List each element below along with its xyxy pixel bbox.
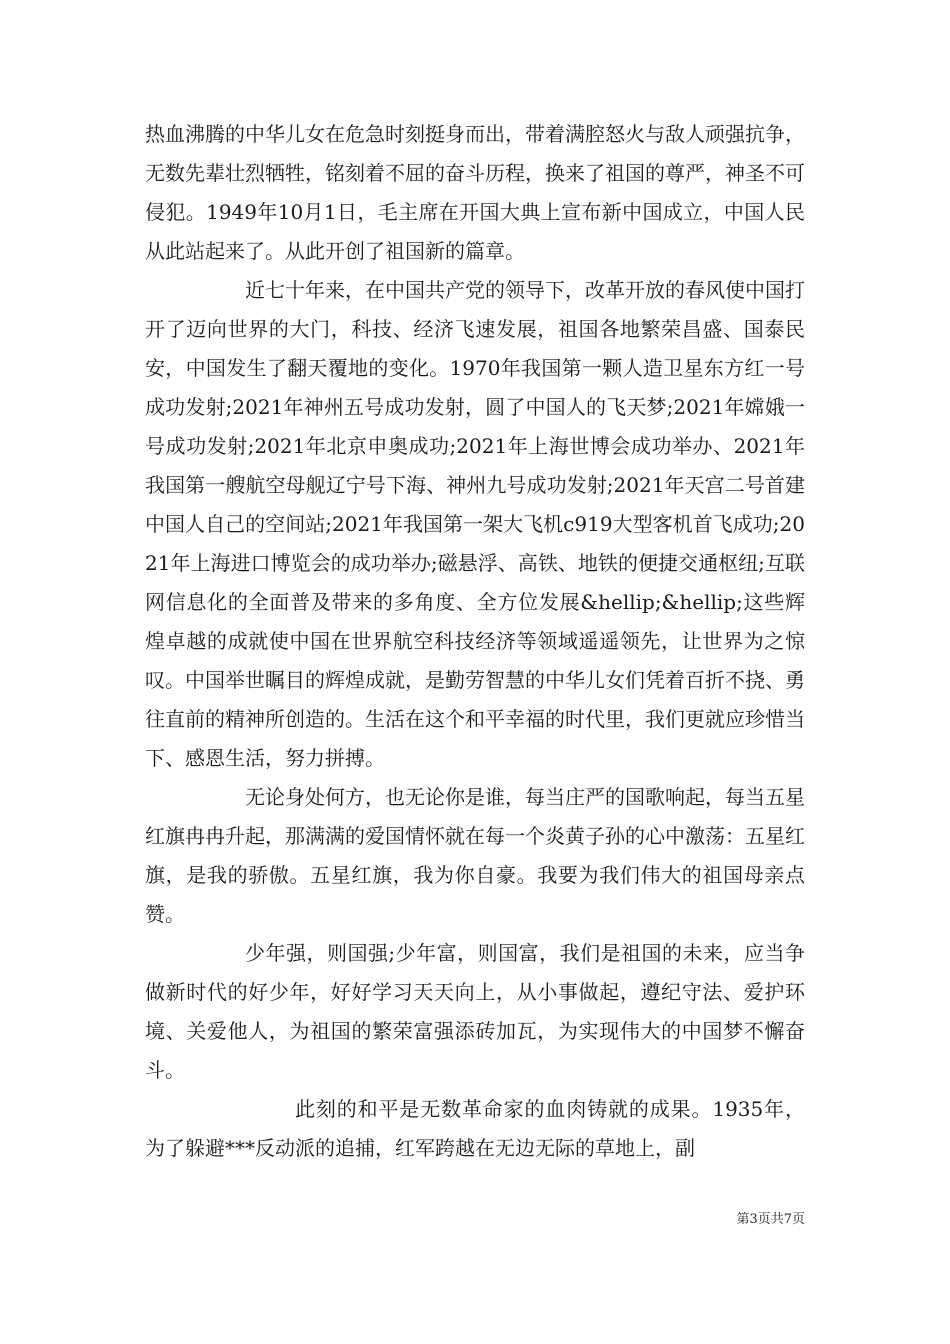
paragraph-1: 热血沸腾的中华儿女在危急时刻挺身而出，带着满腔怒火与敌人顽强抗争，无数先辈壮烈牺牲，铭刻着不屈的奋斗历程，换来了祖国的尊严，神圣不可侵犯。1949年10月1日，毛主席在开国大典上宣布新中国成立，中国人民从此站起来了。从此开创了祖国新的篇章。 — [145, 122, 805, 263]
paragraph-4: 少年强，则国强;少年富，则国富，我们是祖国的未来，应当争做新时代的好少年，好好学习天天向上，从小事做起，遵纪守法、爱护环境、关爱他人，为祖国的繁荣富强添砖加瓦，为实现伟大的中国梦不懈奋斗。 — [145, 941, 805, 1082]
page-number-footer: 第3页共7页 — [736, 1212, 805, 1227]
document-body — [145, 115, 805, 1168]
paragraph-2: 近七十年来，在中国共产党的领导下，改革开放的春风使中国打开了迈向世界的大门，科技、经济飞速发展，祖国各地繁荣昌盛、国泰民安，中国发生了翻天覆地的变化。1970年我国第一颗人造卫星东方红一号成功发射;2021年神州五号成功发射，圆了中国人的飞天梦;2021年嫦娥一号成功发射;2021年北京申奥成功;2021年上海世博会成功举办、2021年我国第一艘航空母舰辽宁号下海、神州九号成功发射;2021年天宫二号首建中国人自己的空间站;2021年我国第一架大飞机c919大型客机首飞成功;2021年上海进口博览会的成功举办;磁悬浮、高铁、地铁的便捷交通枢纽;互联网信息化的全面普及带来的多角度、全方位发展&hellip;&hellip;这些辉煌卓越的成就使中国在世界航空科技经济等领域遥遥领先，让世界为之惊叹。中国举世瞩目的辉煌成就，是勤劳智慧的中华儿女们凭着百折不挠、勇往直前的精神所创造的。生活在这个和平幸福的时代里，我们更就应珍惜当下、感恩生活，努力拼搏。 — [145, 278, 805, 770]
paragraph-5: 此刻的和平是无数革命家的血肉铸就的成果。1935年，为了躲避***反动派的追捕，红军跨越在无边无际的草地上，副 — [145, 1097, 805, 1160]
paragraph-3: 无论身处何方，也无论你是谁，每当庄严的国歌响起，每当五星红旗冉冉升起，那满满的爱国情怀就在每一个炎黄子孙的心中激荡：五星红旗，是我的骄傲。五星红旗，我为你自豪。我要为我们伟大的祖国母亲点赞。 — [145, 785, 805, 926]
